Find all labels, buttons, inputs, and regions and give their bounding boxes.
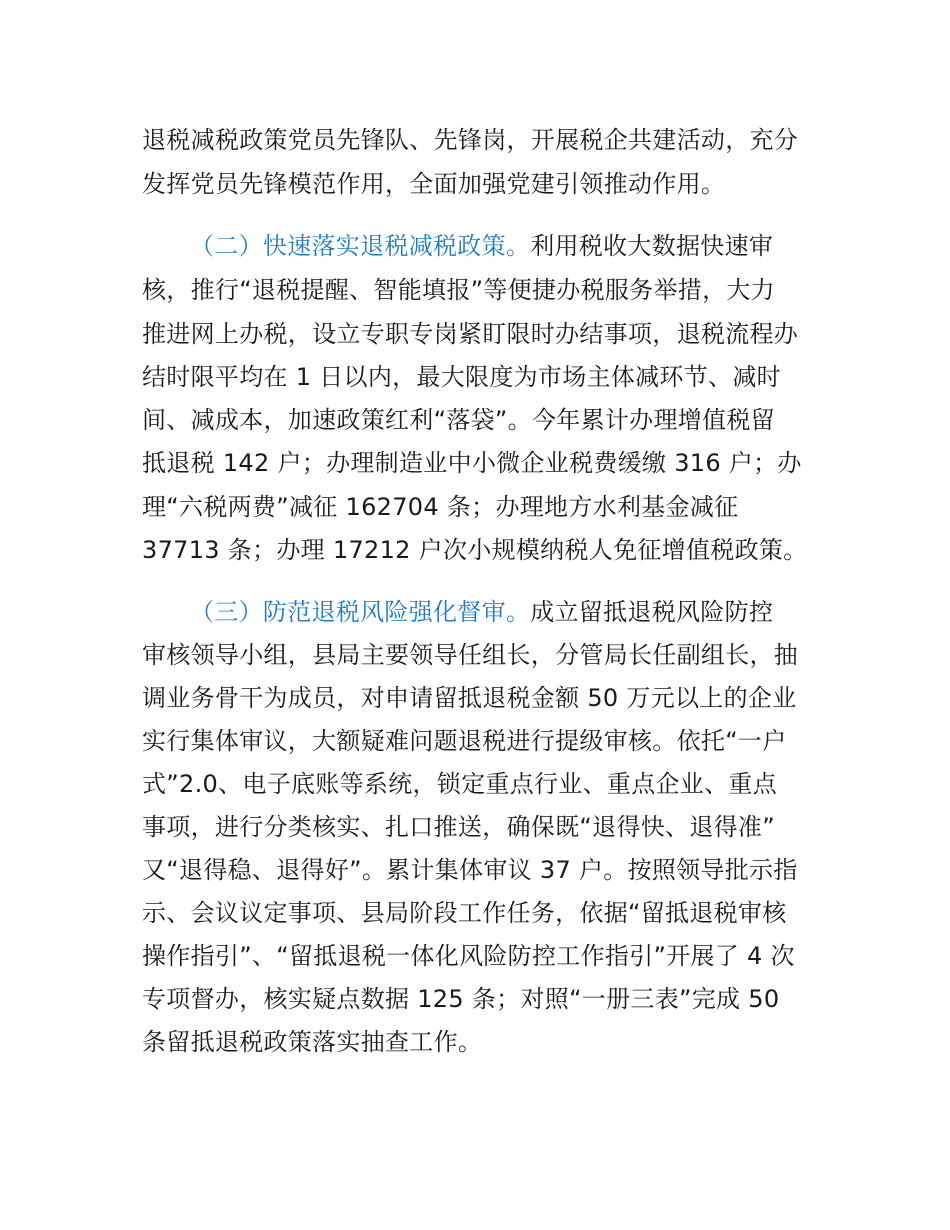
section-line-3	[190, 590, 822, 634]
paragraph-line: 实行集体审议，大额疑难问题退税进行提级审核。依托“一户	[142, 727, 787, 755]
paragraph-line: 又“退得稳、退得好”。累计集体审议 37 户。按照领导批示指	[142, 856, 798, 884]
paragraph-line: 调业务骨干为成员，对申请留抵退税金额 50 万元以上的企业	[142, 684, 797, 712]
paragraph-line: 核，推行“退税提醒、智能填报”等便捷办税服务举措，大力	[142, 276, 775, 304]
paragraph-line: 抵退税 142 户；办理制造业中小微企业税费缓缴 316 户；办	[142, 449, 802, 477]
paragraph-line: 审核领导小组，县局主要领导任组长，分管局长任副组长，抽	[142, 641, 799, 669]
paragraph-line: 推进网上办税，设立专职专岗紧盯限时办结事项，退税流程办	[142, 320, 799, 348]
paragraph-line: 结时限平均在 1 日以内，最大限度为市场主体减环节、减时	[142, 363, 781, 391]
paragraph-line: 37713 条；办理 17212 户次小规模纳税人免征增值税政策。	[142, 536, 808, 564]
paragraph-line: 退税减税政策党员先锋队、先锋岗，开展税企共建活动，充分	[142, 126, 799, 154]
paragraph-line: 间、减成本，加速政策红利“落袋”。今年累计办理增值税留	[142, 406, 775, 434]
section-line-2	[190, 224, 822, 268]
paragraph-line: 事项，进行分类核实、扎口推送，确保既“退得快、退得准”	[142, 813, 775, 841]
paragraph-line: 操作指引”、“留抵退税一体化风险防控工作指引”开展了 4 次	[142, 942, 795, 970]
paragraph-line: 理“六税两费”减征 162704 条；办理地方水利基金减征	[142, 493, 739, 521]
paragraph-line: 发挥党员先锋模范作用，全面加强党建引领推动作用。	[142, 170, 726, 198]
section-heading-2: （二）快速落实退税减税政策。	[190, 232, 531, 260]
section-text-3: 成立留抵退税风险防控	[530, 598, 774, 626]
paragraph-line: 式”2.0、电子底账等系统，锁定重点行业、重点企业、重点	[142, 770, 777, 798]
section-heading-3: （三）防范退税风险强化督审。	[190, 598, 531, 626]
paragraph-line: 条留抵退税政策落实抽查工作。	[142, 1028, 483, 1056]
paragraph-line: 专项督办，核实疑点数据 125 条；对照“一册三表”完成 50	[142, 985, 780, 1013]
paragraph-line: 示、会议议定事项、县局阶段工作任务，依据“留抵退税审核	[142, 899, 787, 927]
section-text-2: 利用税收大数据快速审	[530, 232, 774, 260]
